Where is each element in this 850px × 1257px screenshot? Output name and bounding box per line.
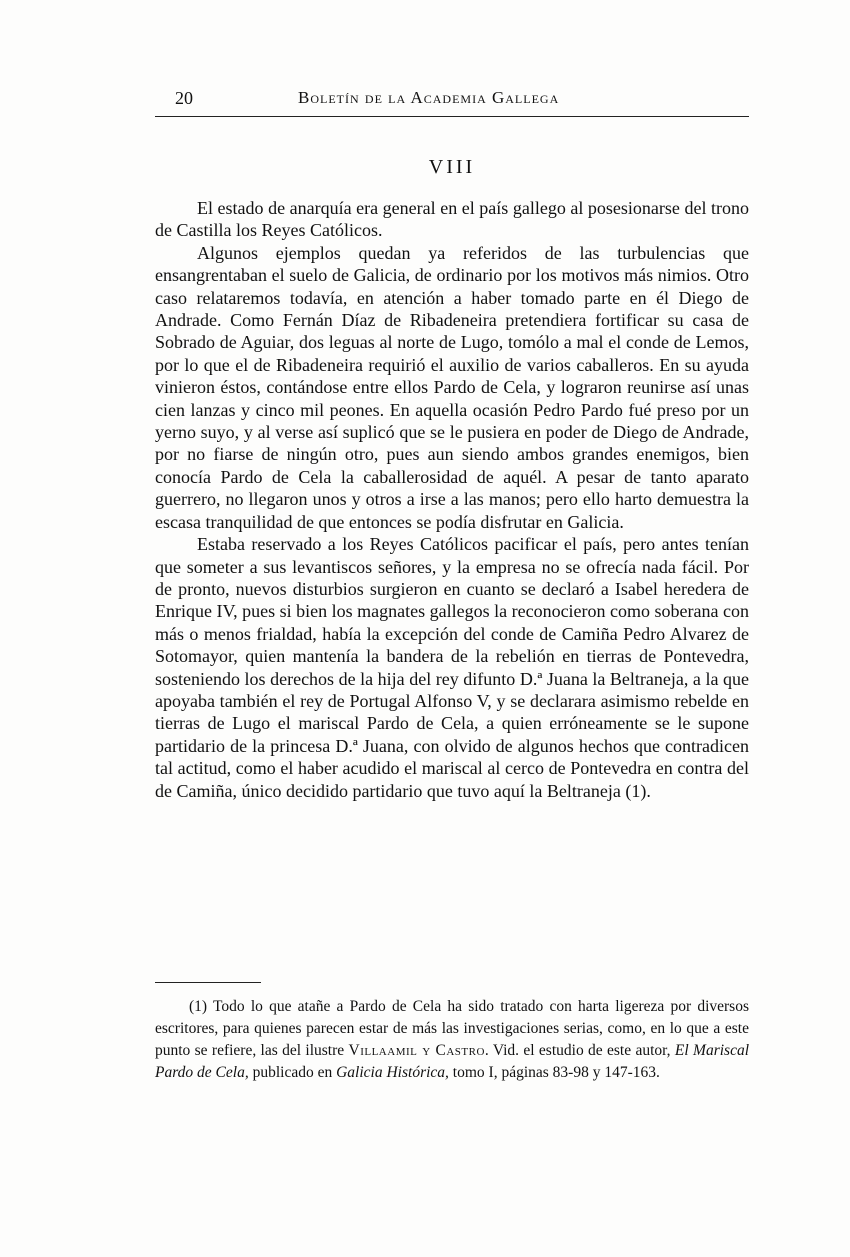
section-title: VIII	[428, 156, 476, 178]
running-title: Boletín de la Academia Gallega	[298, 88, 560, 107]
paragraph: Estaba reservado a los Reyes Católicos pacificar el país, pero antes tenían que someter a sus levantiscos señores, y la empresa no se ofrecía nada fácil. Por de pronto, nuevos disturbios surgieron en cuanto se declaró a Isabel heredera de Enrique IV, pues si bien los magnates gallegos la reconocieron como soberana con más o menos frialdad, había la excepción del conde de Camiña Pedro Alvarez de Sotomayor, quien mantenía la bandera de la rebelión en tierras de Pontevedra, sosteniendo los derechos de la hija del rey difunto D.ª Juana la Beltraneja, a la que apoyaba también el rey de Portugal Alfonso V, y se declarara asimismo rebelde en tierras de Lugo el mariscal Pardo de Cela, a quien erróneamente se le supone partidario de la princesa D.ª Juana, con olvido de algunos hechos que contradicen tal actitud, como el haber acudido el mariscal al cerco de Pontevedra en contra del de Camiña, único decidido partidario que tuvo aquí la Beltraneja (1).	[155, 534, 749, 801]
body-text	[155, 197, 749, 802]
page-number: 20	[175, 88, 193, 108]
footnote-text: tomo I, páginas 83-98 y 147-163.	[452, 1064, 660, 1081]
footnote-rule	[155, 982, 261, 983]
footnote-text: publicado en	[252, 1064, 333, 1081]
paragraph: El estado de anarquía era general en el país gallego al posesionarse del trono de Castilla los Reyes Católicos.	[155, 198, 749, 241]
footnote	[155, 996, 749, 1084]
footnote-work-title: El Mariscal Pardo de Cela,	[155, 1042, 750, 1081]
paragraph: Algunos ejemplos quedan ya referidos de las turbulencias que ensangrentaban el suelo de Galicia, de ordinario por los motivos más nimios. Otro caso relataremos todavía, en atención a haber tomado parte en él Diego de Andrade. Como Fernán Díaz de Ribadeneira pretendiera fortificar su casa de Sobrado de Aguiar, dos leguas al norte de Lugo, tomólo a mal el conde de Lemos, por lo que el de Ribadeneira requirió el auxilio de varios caballeros. En su ayuda vinieron éstos, contándose entre ellos Pardo de Cela, y lograron reunirse así unas cien lanzas y cinco mil peones. En aquella ocasión Pedro Pardo fué preso por un yerno suyo, y al verse así suplicó que se le pusiera en poder de Diego de Andrade, por no fiarse de ningún otro, pues aun siendo ambos grandes enemigos, bien conocía Pardo de Cela la caballerosidad de aquél. A pesar de tanto aparato guerrero, no llegaron unos y otros a irse a las manos; pero ello harto demuestra la escasa tranquilidad de que entonces se podía disfrutar en Galicia.	[155, 242, 749, 532]
footnote-text: . Vid. el estudio de este autor,	[484, 1042, 671, 1059]
footnote-text: Todo lo que atañe a Pardo de Cela ha sido tratado con harta ligereza por diversos escritores, para quienes parecen estar de más las investigaciones serias, como, en lo que a este punto se refiere, las del ilustre	[155, 998, 749, 1059]
footnote-author: Villaamil y Castro	[348, 1042, 485, 1059]
footnote-marker: (1)	[189, 998, 208, 1015]
running-header	[155, 86, 749, 116]
footnote-journal: Galicia Histórica,	[336, 1064, 449, 1081]
header-rule	[155, 116, 749, 117]
